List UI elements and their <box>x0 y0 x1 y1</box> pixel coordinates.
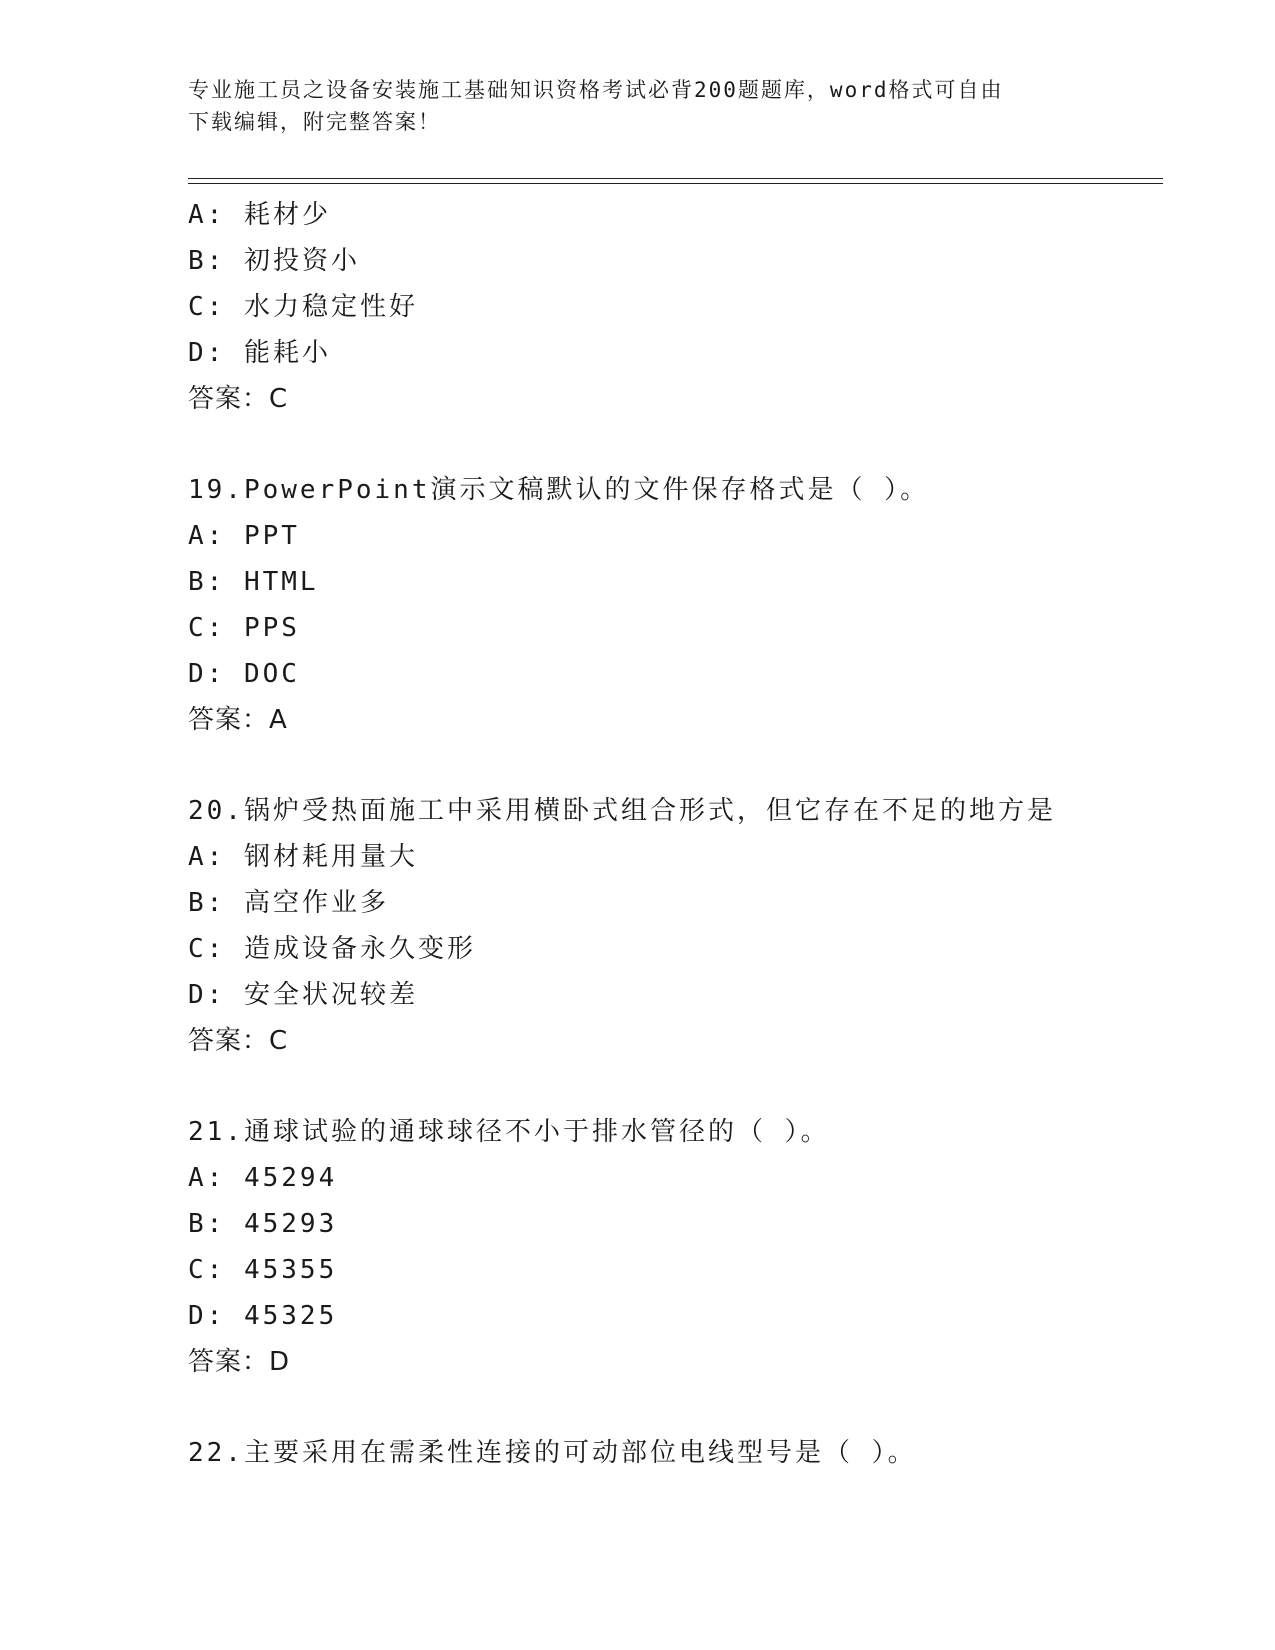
question-block-20 <box>188 788 1168 1064</box>
option-a: A: PPT <box>188 521 300 551</box>
option-a: A: 耗材少 <box>188 200 331 230</box>
question-text: 20.锅炉受热面施工中采用横卧式组合形式，但它存在不足的地方是 <box>188 796 1056 826</box>
header-line-2: 下载编辑，附完整答案！ <box>188 110 441 134</box>
question-block-18-partial <box>188 192 1168 422</box>
option-d: D: 安全状况较差 <box>188 980 418 1010</box>
option-c: C: 45355 <box>188 1255 338 1285</box>
question-text: 19.PowerPoint演示文稿默认的文件保存格式是（ ）。 <box>188 475 930 505</box>
question-list <box>188 192 1168 1476</box>
answer-line: 答案：C <box>188 384 289 414</box>
question-block-22 <box>188 1430 1168 1476</box>
answer-line: 答案：D <box>188 1347 291 1377</box>
option-a: A: 钢材耗用量大 <box>188 842 418 872</box>
question-block-19 <box>188 467 1168 743</box>
answer-line: 答案：C <box>188 1026 289 1056</box>
option-b: B: 高空作业多 <box>188 888 389 918</box>
option-b: B: HTML <box>188 567 319 597</box>
question-block-21 <box>188 1109 1168 1385</box>
option-b: B: 初投资小 <box>188 246 360 276</box>
header-rule-top <box>188 178 1163 179</box>
document-header <box>188 74 1088 138</box>
option-c: C: 水力稳定性好 <box>188 292 418 322</box>
option-b: B: 45293 <box>188 1209 338 1239</box>
header-rule-bottom <box>188 183 1163 184</box>
question-text: 21.通球试验的通球球径不小于排水管径的（ ）。 <box>188 1117 830 1147</box>
option-a: A: 45294 <box>188 1163 338 1193</box>
option-d: D: DOC <box>188 659 300 689</box>
answer-line: 答案：A <box>188 705 288 735</box>
question-text: 22.主要采用在需柔性连接的可动部位电线型号是（ ）。 <box>188 1438 917 1468</box>
option-c: C: PPS <box>188 613 300 643</box>
option-d: D: 45325 <box>188 1301 338 1331</box>
option-c: C: 造成设备永久变形 <box>188 934 476 964</box>
header-line-1: 专业施工员之设备安装施工基础知识资格考试必背200题题库，word格式可自由 <box>188 78 1004 102</box>
option-d: D: 能耗小 <box>188 338 331 368</box>
